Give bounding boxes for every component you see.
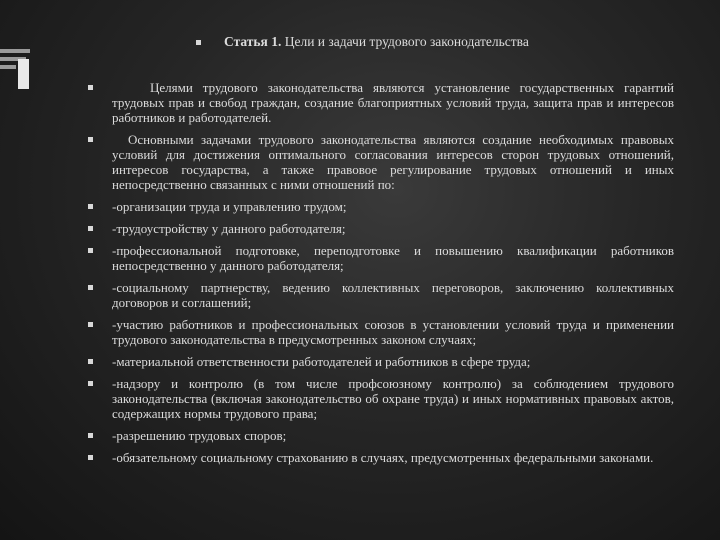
list-item-text: Целями трудового законодательства являются установление государственных гарантий трудовых прав и свобод граждан, создание благоприятных условий труда, защита прав и интересов работников и работодателей. xyxy=(112,80,674,125)
square-bullet-icon xyxy=(88,359,93,364)
list-item-text: -организации труда и управлению трудом; xyxy=(112,199,347,214)
list-item xyxy=(88,80,674,125)
square-bullet-icon xyxy=(88,248,93,253)
square-bullet-icon xyxy=(88,285,93,290)
square-bullet-icon xyxy=(196,40,201,45)
list-item xyxy=(88,428,674,443)
list-item-text: -социальному партнерству, ведению коллективных переговоров, заключению коллективных договоров и соглашений; xyxy=(112,280,674,310)
list-item-text: -разрешению трудовых споров; xyxy=(112,428,287,443)
list-item-text: -участию работников и профессиональных союзов в установлении условий труда и применении трудового законодательства в предусмотренных законом случаях; xyxy=(112,317,674,347)
list-item xyxy=(88,354,674,369)
bullet-list xyxy=(88,80,674,472)
square-bullet-icon xyxy=(88,226,93,231)
square-bullet-icon xyxy=(88,137,93,142)
list-item xyxy=(88,132,674,192)
slide-title xyxy=(224,34,529,50)
square-bullet-icon xyxy=(88,204,93,209)
list-item xyxy=(88,450,674,465)
square-bullet-icon xyxy=(88,322,93,327)
list-item xyxy=(88,243,674,273)
list-item-text: -надзору и контролю (в том числе профсоюзному контролю) за соблюдением трудового законодательства (включая законодательство об охране труда) и иных нормативных правовых актов, содержащих нормы трудового права; xyxy=(112,376,674,421)
list-item xyxy=(88,317,674,347)
square-bullet-icon xyxy=(88,381,93,386)
list-item-text: -материальной ответственности работодателей и работников в сфере труда; xyxy=(112,354,531,369)
square-bullet-icon xyxy=(88,85,93,90)
square-bullet-icon xyxy=(88,455,93,460)
list-item xyxy=(88,280,674,310)
square-bullet-icon xyxy=(88,433,93,438)
title-article-number: Статья 1. xyxy=(224,34,282,49)
list-item-text: -трудоустройству у данного работодателя; xyxy=(112,221,346,236)
list-item-text: -профессиональной подготовке, переподготовке и повышению квалификации работников непосредственно у данного работодателя; xyxy=(112,243,674,273)
title-text-rest: Цели и задачи трудового законодательства xyxy=(281,34,529,49)
list-item xyxy=(88,199,674,214)
slide-decoration xyxy=(0,45,34,91)
list-item xyxy=(88,221,674,236)
list-item-text: -обязательному социальному страхованию в случаях, предусмотренных федеральными законами. xyxy=(112,450,654,465)
list-item xyxy=(88,376,674,421)
list-item-text: Основными задачами трудового законодательства являются создание необходимых правовых условий для достижения оптимального согласования интересов сторон трудовых отношений, интересов государства, а также правовое регулирование трудовых отношений и иных непосредственно связанных с ними отношений по: xyxy=(112,132,674,192)
